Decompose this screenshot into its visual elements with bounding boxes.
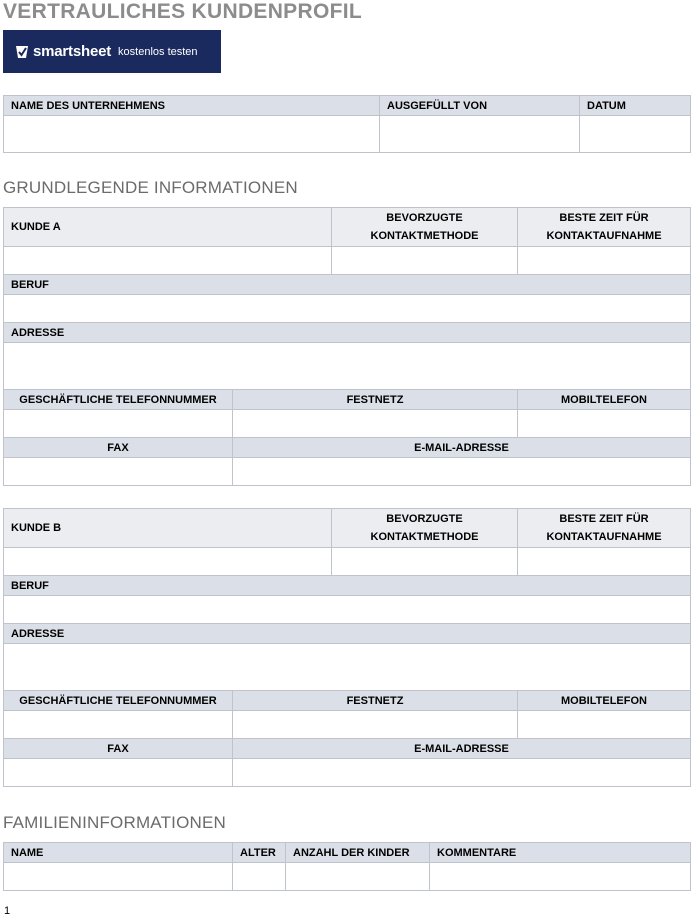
client-a-name-field[interactable] — [4, 247, 332, 275]
client-b-name-field[interactable] — [4, 548, 332, 576]
client-b-best-time-field[interactable] — [518, 548, 691, 576]
client-a-best-time-label: BESTE ZEIT FÜR KONTAKTAUFNAHME — [518, 208, 691, 247]
family-children-field[interactable] — [286, 863, 430, 891]
smartsheet-banner[interactable] — [3, 30, 221, 73]
header-table — [3, 95, 691, 153]
client-b-landline-label: FESTNETZ — [233, 691, 518, 711]
date-label: DATUM — [580, 96, 691, 116]
client-a-contact-method-field[interactable] — [332, 247, 518, 275]
family-age-field[interactable] — [233, 863, 286, 891]
smartsheet-check-icon — [15, 45, 29, 59]
client-b-label: KUNDE B — [4, 509, 332, 548]
client-b-mobile-label: MOBILTELEFON — [518, 691, 691, 711]
client-b-landline-field[interactable] — [233, 711, 518, 739]
client-b-fax-field[interactable] — [4, 759, 233, 787]
client-b-email-label: E-MAIL-ADRESSE — [233, 739, 691, 759]
family-comments-label: KOMMENTARE — [430, 843, 691, 863]
client-a-address-label: ADRESSE — [4, 323, 691, 343]
client-a-contact-method-label: BEVORZUGTE KONTAKTMETHODE — [332, 208, 518, 247]
client-a-best-time-field[interactable] — [518, 247, 691, 275]
page-number: 1 — [4, 905, 11, 917]
section-basic-info: GRUNDLEGENDE INFORMATIONEN — [3, 178, 298, 197]
client-a-profession-field[interactable] — [4, 295, 691, 323]
client-a-landline-label: FESTNETZ — [233, 390, 518, 410]
client-b-profession-field[interactable] — [4, 596, 691, 624]
client-a-profession-label: BERUF — [4, 275, 691, 295]
family-children-label: ANZAHL DER KINDER — [286, 843, 430, 863]
client-a-email-field[interactable] — [233, 458, 691, 486]
family-age-label: ALTER — [233, 843, 286, 863]
client-a-mobile-label: MOBILTELEFON — [518, 390, 691, 410]
banner-brand: smartsheet — [33, 43, 112, 60]
client-a-table — [3, 207, 691, 486]
client-b-contact-method-label: BEVORZUGTE KONTAKTMETHODE — [332, 509, 518, 548]
family-table — [3, 842, 691, 891]
filled-by-field[interactable] — [380, 116, 580, 153]
client-b-best-time-label: BESTE ZEIT FÜR KONTAKTAUFNAHME — [518, 509, 691, 548]
company-name-field[interactable] — [4, 116, 380, 153]
client-b-address-label: ADRESSE — [4, 624, 691, 644]
section-family-info: FAMILIENINFORMATIONEN — [3, 813, 227, 832]
family-name-field[interactable] — [4, 863, 233, 891]
client-b-mobile-field[interactable] — [518, 711, 691, 739]
client-a-landline-field[interactable] — [233, 410, 518, 438]
client-b-fax-label: FAX — [4, 739, 233, 759]
client-a-business-phone-label: GESCHÄFTLICHE TELEFONNUMMER — [4, 390, 233, 410]
filled-by-label: AUSGEFÜLLT VON — [380, 96, 580, 116]
client-a-business-phone-field[interactable] — [4, 410, 233, 438]
client-b-business-phone-label: GESCHÄFTLICHE TELEFONNUMMER — [4, 691, 233, 711]
client-a-fax-field[interactable] — [4, 458, 233, 486]
client-b-table — [3, 508, 691, 787]
client-b-business-phone-field[interactable] — [4, 711, 233, 739]
company-name-label: NAME DES UNTERNEHMENS — [4, 96, 380, 116]
family-name-label: NAME — [4, 843, 233, 863]
client-a-address-field[interactable] — [4, 343, 691, 390]
banner-cta: kostenlos testen — [118, 45, 198, 58]
client-a-label: KUNDE A — [4, 208, 332, 247]
client-b-contact-method-field[interactable] — [332, 548, 518, 576]
client-b-email-field[interactable] — [233, 759, 691, 787]
date-field[interactable] — [580, 116, 691, 153]
client-a-email-label: E-MAIL-ADRESSE — [233, 438, 691, 458]
client-b-address-field[interactable] — [4, 644, 691, 691]
family-comments-field[interactable] — [430, 863, 691, 891]
client-b-profession-label: BERUF — [4, 576, 691, 596]
client-a-fax-label: FAX — [4, 438, 233, 458]
page-title: VERTRAULICHES KUNDENPROFIL — [3, 0, 362, 23]
client-a-mobile-field[interactable] — [518, 410, 691, 438]
